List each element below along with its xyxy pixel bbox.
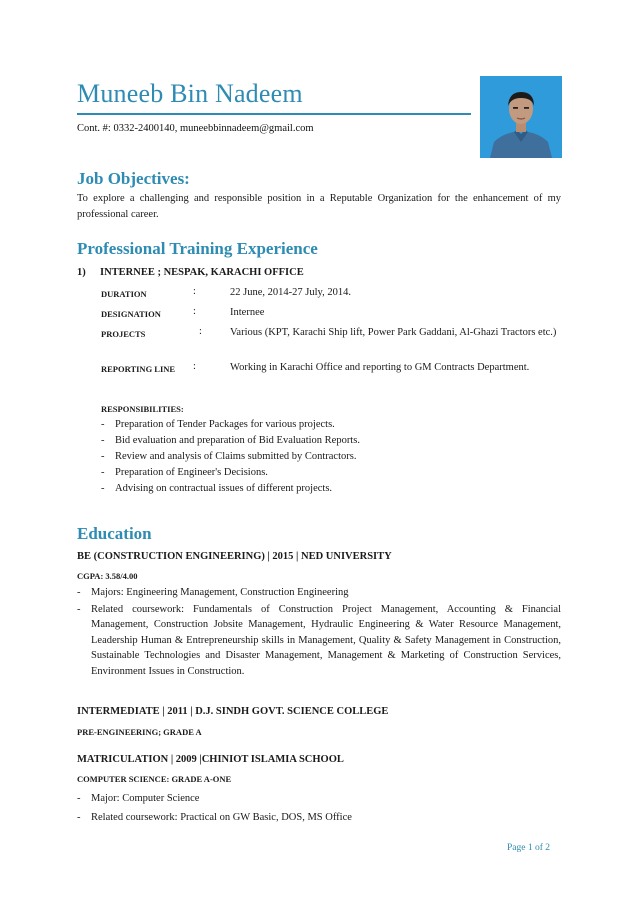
list-item: - Related coursework: Practical on GW Basic, DOS, MS Office xyxy=(77,812,352,823)
duration-colon: : xyxy=(193,286,196,297)
designation-label: DESIGNATION xyxy=(101,309,161,319)
list-item: - Advising on contractual issues of different projects. xyxy=(101,483,333,494)
projects-label: PROJECTS xyxy=(101,329,146,339)
training-entry-heading xyxy=(77,267,304,278)
reporting-line-value: Working in Karachi Office and reporting to GM Contracts Department. xyxy=(230,362,530,373)
name-underline xyxy=(77,113,471,115)
list-item: - Preparation of Tender Packages for various projects. xyxy=(101,419,335,430)
designation-colon: : xyxy=(193,306,196,317)
profile-photo xyxy=(480,76,562,158)
duration-label: DURATION xyxy=(101,289,147,299)
reporting-line-label: REPORTING LINE xyxy=(101,364,176,374)
matriculation-heading: MATRICULATION | 2009 |CHINIOT ISLAMIA SCHOOL xyxy=(77,754,344,765)
projects-colon: : xyxy=(199,326,202,337)
contact-info: Cont. #: 0332-2400140, muneebbinnadeem@gmail.com xyxy=(77,123,314,134)
objectives-heading: Job Objectives: xyxy=(77,169,190,188)
training-entry-title: INTERNEE ; NESPAK, KARACHI OFFICE xyxy=(100,267,304,278)
matriculation-grade: COMPUTER SCIENCE: GRADE A-ONE xyxy=(77,774,232,784)
list-item: - Preparation of Engineer's Decisions. xyxy=(101,467,268,478)
training-entry-number: 1) xyxy=(77,267,86,278)
degree-details-list xyxy=(77,585,561,679)
duration-value: 22 June, 2014-27 July, 2014. xyxy=(230,287,351,298)
list-item: - Majors: Engineering Management, Construction Engineering xyxy=(77,587,349,598)
projects-value: Various (KPT, Karachi Ship lift, Power Park Gaddani, Al-Ghazi Tractors etc.) xyxy=(230,327,557,338)
list-item: - Related coursework: Fundamentals of Construction Project Management, Accounting & Financial Management, Construction Jobsite Management, Hydraulic Engineering & Water Resource Management, Leadership Human & Entrepreneurship skills in Management, Quality & Safety Management in Construction, Sustainable Technologies and Disaster Management, Management & Marketing of Construction Services, Environment Issues in Construction. xyxy=(77,603,561,677)
responsibilities-list xyxy=(101,417,561,497)
candidate-name: Muneeb Bin Nadeem xyxy=(77,79,303,108)
matriculation-details-list xyxy=(77,789,561,827)
list-item: - Bid evaluation and preparation of Bid Evaluation Reports. xyxy=(101,435,360,446)
training-heading: Professional Training Experience xyxy=(77,239,318,258)
degree-cgpa: CGPA: 3.58/4.00 xyxy=(77,571,138,581)
designation-value: Internee xyxy=(230,307,265,318)
intermediate-grade: PRE-ENGINEERING; GRADE A xyxy=(77,727,202,737)
objectives-text: To explore a challenging and responsible position in a Reputable Organization for the enhancement of my professional career. xyxy=(77,193,561,220)
page-number: Page 1 of 2 xyxy=(507,843,551,853)
responsibilities-label: RESPONSIBILITIES: xyxy=(101,404,184,414)
intermediate-heading: INTERMEDIATE | 2011 | D.J. SINDH GOVT. SCIENCE COLLEGE xyxy=(77,706,389,717)
list-item: - Major: Computer Science xyxy=(77,793,200,804)
reporting-line-colon: : xyxy=(193,361,196,372)
degree-heading: BE (CONSTRUCTION ENGINEERING) | 2015 | NED UNIVERSITY xyxy=(77,551,392,562)
education-heading: Education xyxy=(77,524,152,543)
list-item: - Review and analysis of Claims submitted by Contractors. xyxy=(101,451,357,462)
